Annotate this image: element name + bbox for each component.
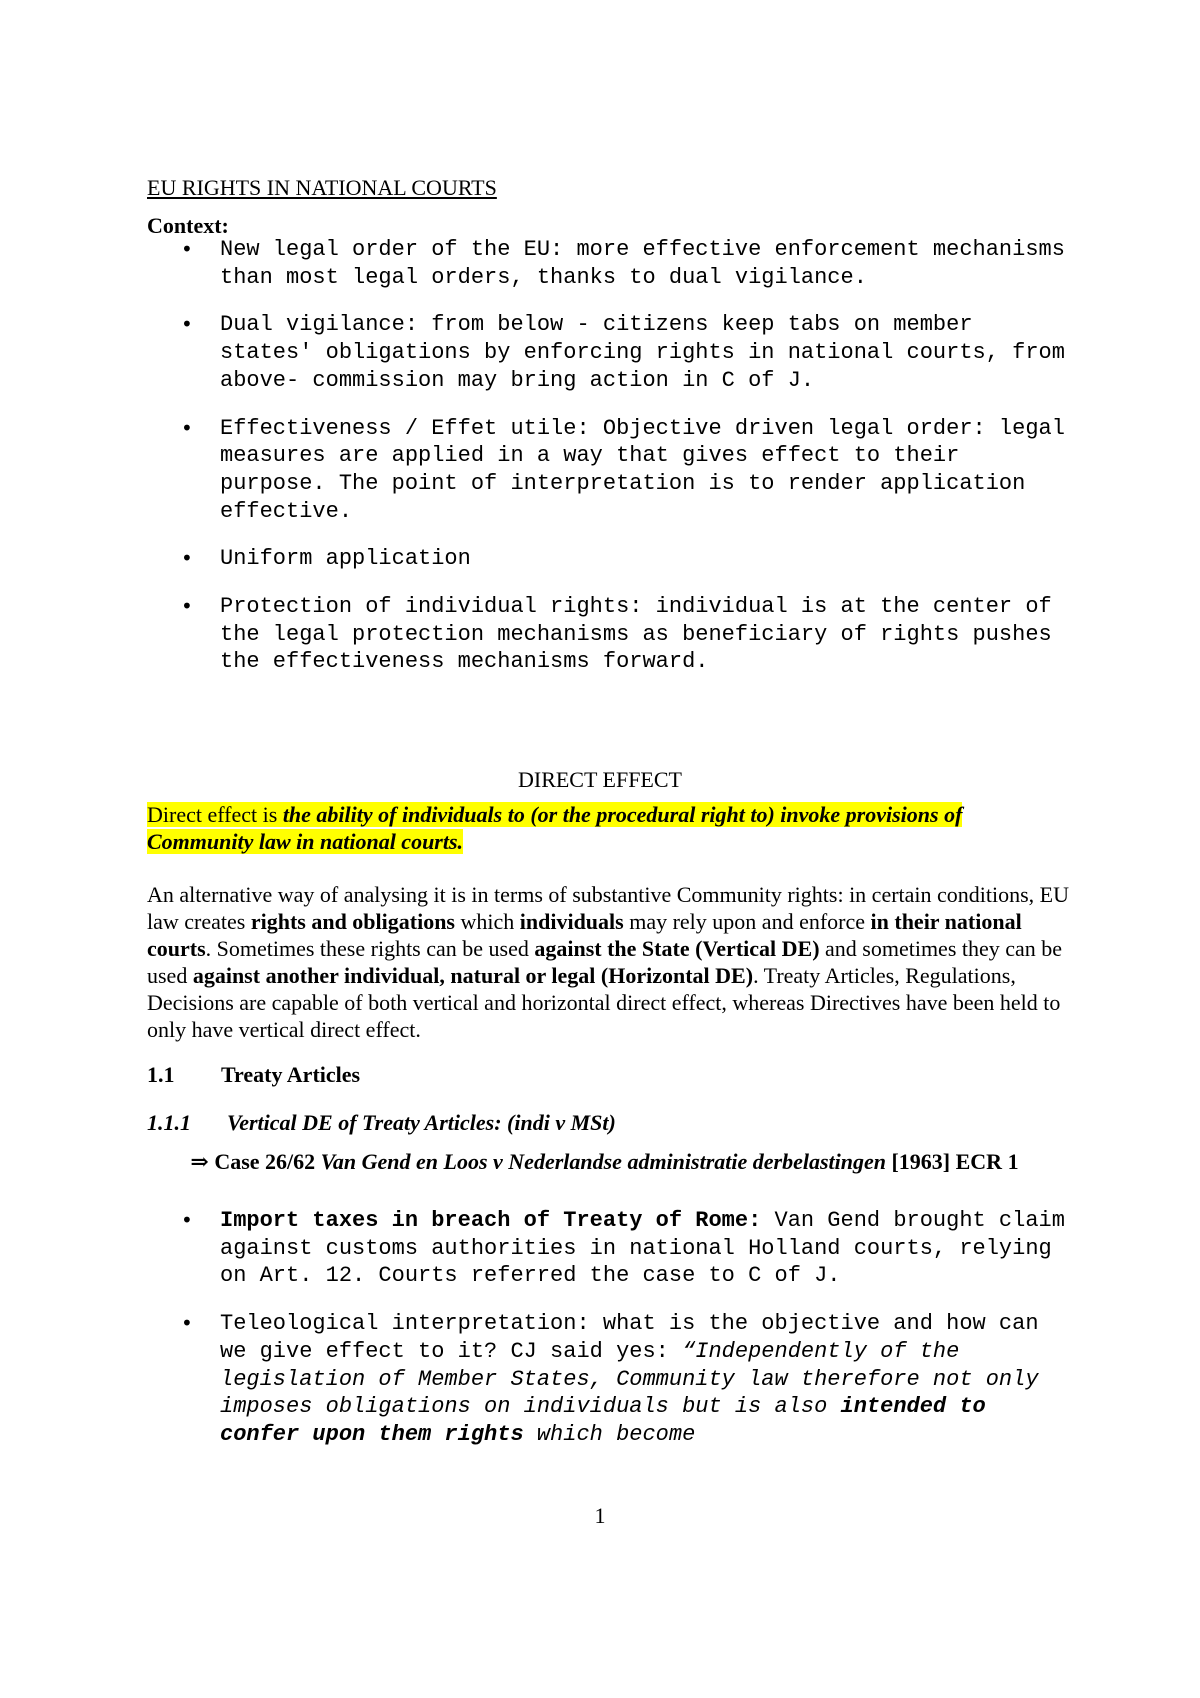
bullet-text: Uniform application (220, 546, 471, 572)
definition-paragraph (147, 801, 1067, 855)
bullet-icon: • (181, 546, 193, 571)
list-item (147, 236, 1067, 291)
bullet-icon: • (181, 594, 193, 619)
bullet-icon: • (181, 312, 193, 337)
case-reference: [1963] ECR 1 (885, 1149, 1019, 1174)
list-item (147, 593, 1067, 676)
case-prefix: Case 26/62 (214, 1149, 321, 1174)
bullet-icon: • (181, 1311, 193, 1336)
bullet-text: Protection of individual rights: individual is at the center of the legal protection mechanisms as beneficiary of rights pushes the effectiveness mechanisms forward. (220, 594, 1052, 675)
paragraph-text: An alternative way of analysing it is in terms of substantive Community rights: in certain conditions, EU law creates (147, 882, 1070, 934)
arrow-icon: ⇒ (190, 1149, 209, 1174)
bullet-italic-text: “Independently of the legislation of Member States, Community law therefore not only imposes obligations on individuals but is also (220, 1338, 1039, 1420)
paragraph-text: which (455, 909, 520, 934)
paragraph-text: . Treaty Articles, Regulations, Decisions are capable of both vertical and horizontal direct effect, whereas Directives have been held to only have vertical direct effect. (147, 963, 1061, 1042)
paragraph-bold-text: in their national courts (147, 909, 1022, 961)
bullet-text: Dual vigilance: from below - citizens keep tabs on member states' obligations by enforcing rights in national courts, from above- commission may bring action in C of J. (220, 312, 1065, 393)
paragraph-bold-text: individuals (519, 909, 624, 934)
paragraph-bold-text: against another individual, natural or legal (Horizontal DE) (192, 963, 754, 988)
bullet-icon: • (181, 415, 193, 440)
section-heading-1-1 (147, 1062, 360, 1088)
list-item (147, 545, 1067, 573)
alternative-analysis-paragraph (147, 881, 1072, 1043)
bullet-text: New legal order of the EU: more effective enforcement mechanisms than most legal orders, thanks to dual vigilance. (220, 237, 1065, 290)
document-title: EU RIGHTS IN NATIONAL COURTS (147, 175, 497, 200)
section-number: 1.1.1 (147, 1110, 191, 1135)
paragraph-text: and sometimes they can be used (147, 936, 1063, 988)
list-item (147, 1310, 1067, 1449)
bullet-icon: • (181, 237, 193, 261)
context-bullet-list (147, 236, 1067, 696)
page-number: 1 (594, 1503, 606, 1528)
bullet-italic-text: which become (523, 1421, 696, 1447)
list-item (147, 415, 1067, 526)
list-item (147, 311, 1067, 394)
definition-emphasis: the ability of individuals to (or the procedural right to) invoke provisions of Community law in national courts. (147, 802, 963, 854)
case-name: Van Gend en Loos v Nederlandse administratie derbelastingen (320, 1149, 886, 1174)
paragraph-bold-text: against the State (Vertical DE) (534, 936, 820, 961)
bullet-bold-text: Import taxes in breach of Treaty of Rome: (220, 1208, 762, 1233)
list-item (147, 1207, 1067, 1290)
context-label: Context: (147, 213, 229, 238)
section-title: Treaty Articles (221, 1062, 361, 1087)
bullet-text: Van Gend brought claim against customs authorities in national Holland courts, relying on Art. 12. Courts referred the case to C of J. (220, 1208, 1065, 1289)
paragraph-text: may rely upon and enforce (623, 909, 871, 934)
section-heading-1-1-1 (147, 1110, 616, 1136)
case-bullet-list (147, 1207, 1067, 1469)
bullet-text: Effectiveness / Effet utile: Objective driven legal order: legal measures are applied in a way that gives effect to their purpose. The point of interpretation is to render application effective. (220, 415, 1065, 524)
bullet-bold-italic-text: intended to confer upon them rights (220, 1394, 986, 1447)
direct-effect-heading: DIRECT EFFECT (517, 767, 682, 792)
paragraph-bold-text: rights and obligations (250, 909, 455, 934)
bullet-text: Teleological interpretation: what is the objective and how can we give effect to it? CJ said yes: (220, 1311, 1039, 1364)
section-number: 1.1 (147, 1062, 175, 1087)
case-citation (147, 1148, 1062, 1175)
paragraph-text: . Sometimes these rights can be used (205, 936, 535, 961)
definition-lead: Direct effect is (147, 802, 283, 827)
section-title: Vertical DE of Treaty Articles: (indi v MSt) (227, 1110, 616, 1135)
bullet-icon: • (181, 1208, 193, 1232)
